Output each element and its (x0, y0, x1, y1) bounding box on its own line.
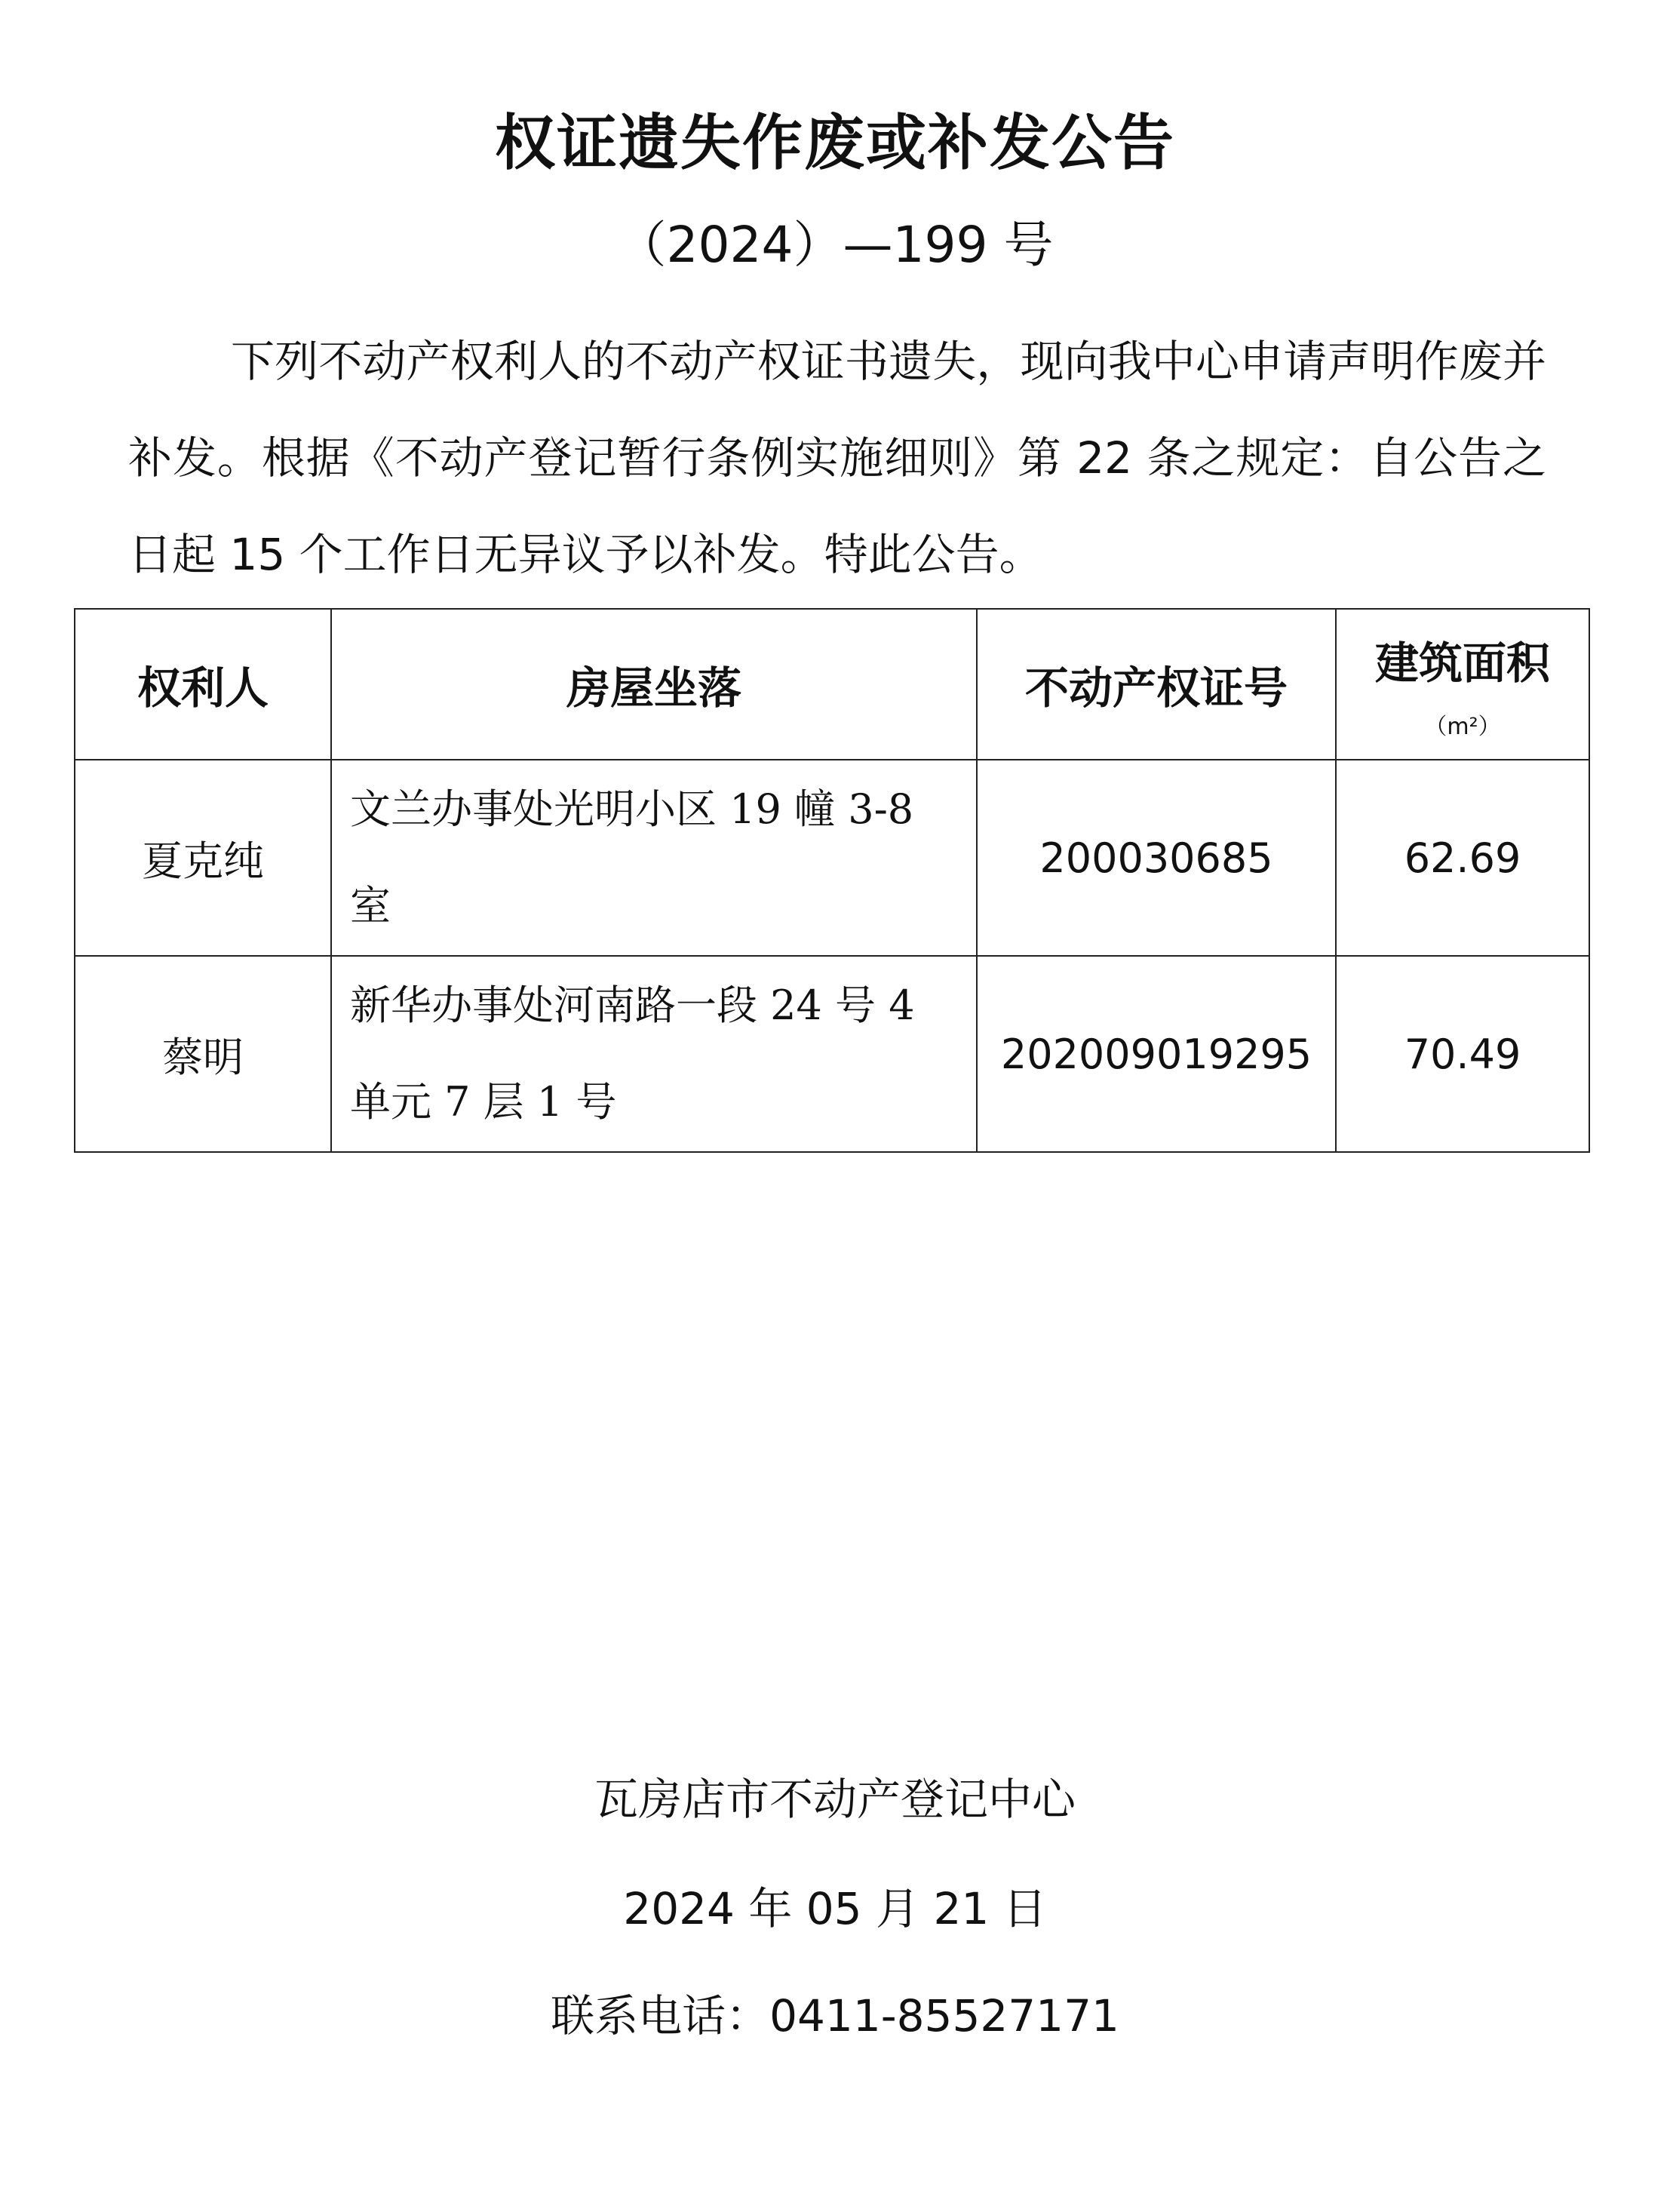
table-row (75, 760, 1589, 956)
cell-holder: 夏克纯 (75, 760, 331, 956)
issuer-name: 瓦房店市不动产登记中心 (594, 1774, 1076, 1825)
table-row (75, 956, 1589, 1152)
header-area-label: 建筑面积 (1374, 637, 1550, 689)
header-holder: 权利人 (75, 609, 331, 760)
header-area (1336, 609, 1589, 760)
notice-number: （2024）—199 号 (616, 216, 1054, 274)
header-certificate: 不动产权证号 (977, 609, 1336, 760)
header-area-unit: （m²） (1424, 714, 1501, 740)
contact-phone: 联系电话：0411-85527171 (551, 1990, 1119, 2041)
notice-title: 权证遗失作废或补发公告 (495, 108, 1175, 178)
notice-body: 下列不动产权利人的不动产权证书遗失，现向我中心申请声明作废并补发。根据《不动产登记暂行条例实施细则》第 22 条之规定：自公告之日起 15 个工作日无异议予以补发。特此公告。 (128, 336, 1546, 580)
cell-certificate: 202009019295 (977, 956, 1336, 1152)
cell-area: 62.69 (1336, 760, 1589, 956)
header-location: 房屋坐落 (331, 609, 977, 760)
records-table (74, 608, 1590, 1153)
cell-certificate: 200030685 (977, 760, 1336, 956)
cell-location: 新华办事处河南路一段 24 号 4 单元 7 层 1 号 (331, 956, 977, 1152)
cell-holder: 蔡明 (75, 956, 331, 1152)
cell-location: 文兰办事处光明小区 19 幢 3-8 室 (331, 760, 977, 956)
table-header-row (75, 609, 1589, 760)
cell-area: 70.49 (1336, 956, 1589, 1152)
issue-date: 2024 年 05 月 21 日 (623, 1883, 1047, 1934)
